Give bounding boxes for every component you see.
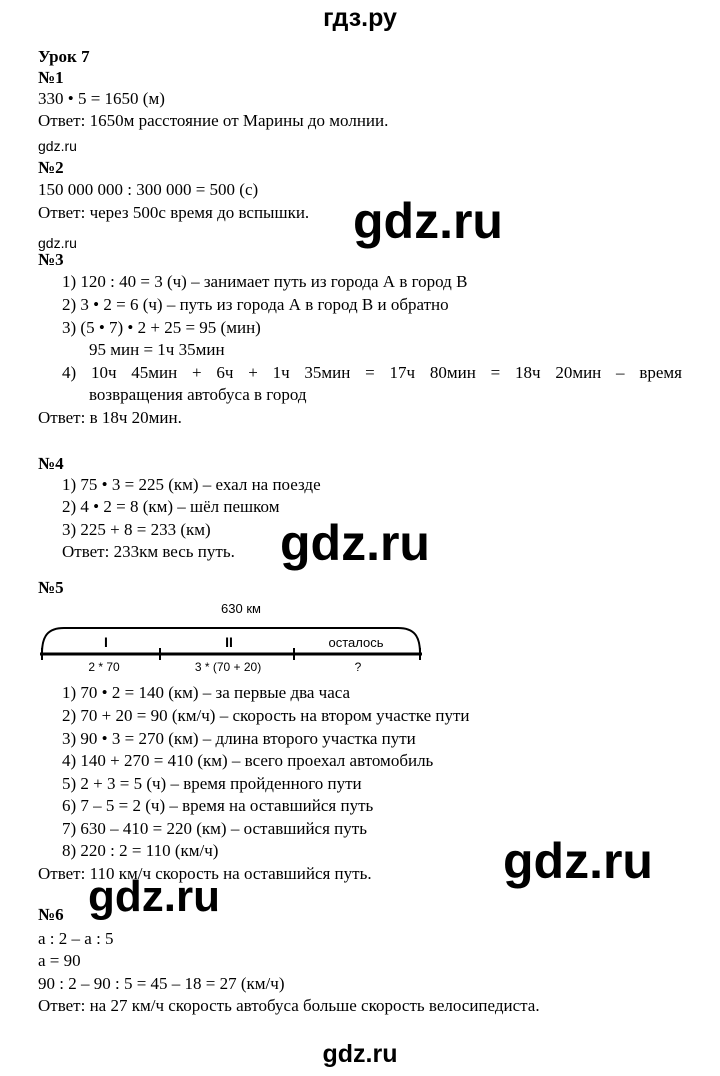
task5-step3: 3) 90 • 3 = 270 (км) – длина второго участка пути: [62, 729, 416, 748]
task3-step4: 4) 10ч 45мин + 6ч + 1ч 35мин = 17ч 80мин = 18ч 20мин – время: [62, 363, 682, 382]
task3-number: №3: [38, 250, 64, 269]
task3-step2: 2) 3 • 2 = 6 (ч) – путь из города А в город В и обратно: [62, 295, 449, 314]
segment-diagram: [36, 598, 426, 676]
task6-line1: a : 2 – a : 5: [38, 929, 114, 948]
task6-line2: a = 90: [38, 951, 81, 970]
task2-answer: Ответ: через 500с время до вспышки.: [38, 203, 310, 222]
watermark-big: gdz.ru: [280, 515, 430, 571]
watermark-small: gdz.ru: [38, 235, 77, 251]
task5-number: №5: [38, 578, 64, 597]
task6-number: №6: [38, 905, 64, 924]
task5-step2: 2) 70 + 20 = 90 (км/ч) – скорость на втором участке пути: [62, 706, 470, 725]
diagram-segment-1: I: [104, 634, 108, 650]
task1-answer: Ответ: 1650м расстояние от Марины до молнии.: [38, 111, 389, 130]
task4-number: №4: [38, 454, 64, 473]
diagram-total-label: 630 км: [221, 601, 261, 616]
diagram-under-3: ?: [354, 660, 362, 674]
site-header: гдз.ру: [323, 4, 397, 32]
task4-step3: 3) 225 + 8 = 233 (км): [62, 520, 211, 539]
diagram-under-2: 3 * (70 + 20): [194, 660, 262, 674]
task5-step6: 6) 7 – 5 = 2 (ч) – время на оставшийся путь: [62, 796, 374, 815]
task3-answer: Ответ: в 18ч 20мин.: [38, 408, 182, 427]
task3-step4-cont: возвращения автобуса в город: [89, 385, 307, 404]
task3-step3: 3) (5 • 7) • 2 + 25 = 95 (мин): [62, 318, 261, 337]
task3-step1: 1) 120 : 40 = 3 (ч) – занимает путь из города А в город В: [62, 272, 468, 291]
task3-step3-conversion: 95 мин = 1ч 35мин: [89, 340, 225, 359]
watermark-big: gdz.ru: [353, 193, 503, 249]
site-footer: gdz.ru: [322, 1040, 398, 1068]
task4-step2: 2) 4 • 2 = 8 (км) – шёл пешком: [62, 497, 280, 516]
watermark-big: gdz.ru: [88, 872, 220, 921]
watermark-big: gdz.ru: [503, 833, 653, 889]
diagram-segment-3: осталось: [328, 635, 384, 650]
watermark-small: gdz.ru: [38, 138, 77, 154]
task6-line3: 90 : 2 – 90 : 5 = 45 – 18 = 27 (км/ч): [38, 974, 285, 993]
task5-step1: 1) 70 • 2 = 140 (км) – за первые два часа: [62, 683, 351, 702]
diagram-segment-2: II: [225, 634, 233, 650]
task1-number: №1: [38, 68, 64, 87]
lesson-title: Урок 7: [38, 47, 90, 66]
task2-number: №2: [38, 158, 64, 177]
task5-step7: 7) 630 – 410 = 220 (км) – оставшийся путь: [62, 819, 367, 838]
task1-line1: 330 • 5 = 1650 (м): [38, 89, 165, 108]
task2-line1: 150 000 000 : 300 000 = 500 (с): [38, 180, 259, 199]
task6-answer: Ответ: на 27 км/ч скорость автобуса больше скорость велосипедиста.: [38, 996, 540, 1015]
diagram-under-1: 2 * 70: [88, 660, 120, 674]
task5-step4: 4) 140 + 270 = 410 (км) – всего проехал автомобиль: [62, 751, 434, 770]
task5-answer: Ответ: 110 км/ч скорость на оставшийся путь.: [38, 864, 372, 883]
task5-step8: 8) 220 : 2 = 110 (км/ч): [62, 841, 219, 860]
task5-step5: 5) 2 + 3 = 5 (ч) – время пройденного пути: [62, 774, 362, 793]
task4-step1: 1) 75 • 3 = 225 (км) – ехал на поезде: [62, 475, 321, 494]
task4-answer: Ответ: 233км весь путь.: [62, 542, 235, 561]
